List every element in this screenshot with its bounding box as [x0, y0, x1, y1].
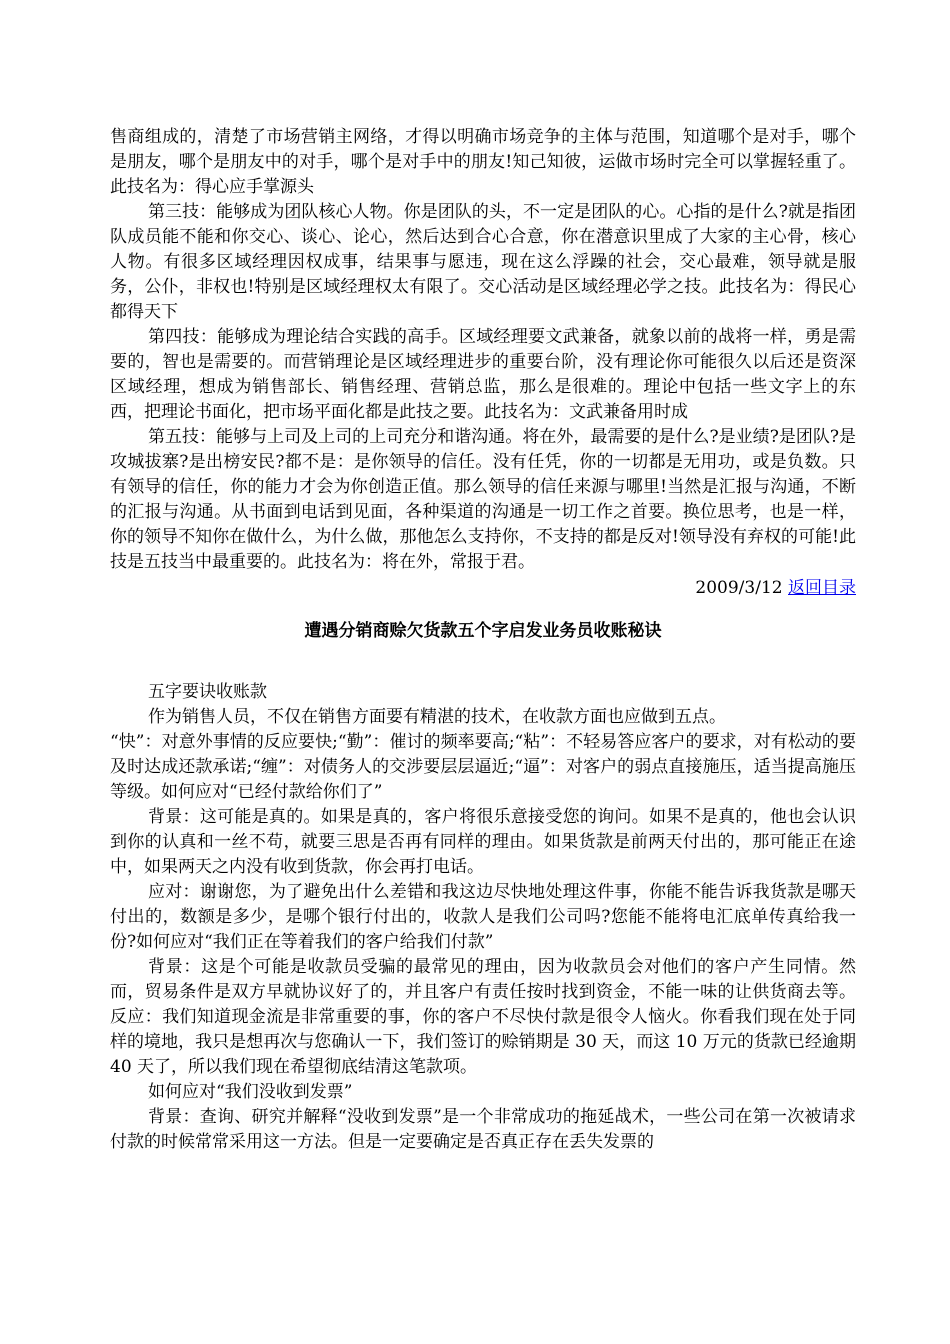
publish-date: 2009/3/12: [695, 578, 783, 598]
article1-paragraph-4: 第五技：能够与上司及上司的上司充分和谐沟通。将在外，最需要的是什么?是业绩?是团队?是攻城拔寨?是出榜安民?都不是：是你领导的信任。没有任凭，你的一切都是无用功，或是负数。只有领导的信任，你的能力才会为你创造正值。那么领导的信任来源与哪里!当然是汇报与沟通，不断的汇报与沟通。从书面到电话到见面，各种渠道的沟通是一切工作之首要。换位思考，也是一样，你的领导不知你在做什么，为什么做，那他怎么支持你，不支持的都是反对!领导没有弃权的可能!此技是五技当中最重要的。此技名为：将在外，常报于君。: [110, 427, 856, 572]
article2-paragraph-7: 背景：查询、研究并解释“没收到发票”是一个非常成功的拖延战术，一些公司在第一次被请求付款的时候常常采用这一方法。但是一定要确定是否真正存在丢失发票的: [110, 1107, 856, 1152]
back-to-contents-link[interactable]: 返回目录: [788, 578, 856, 598]
article1-paragraph-3: 第四技：能够成为理论结合实践的高手。区域经理要文武兼备，就象以前的战将一样，勇是需要的，智也是需要的。而营销理论是区域经理进步的重要台阶，没有理论你可能很久以后还是资深区域经理，想成为销售部长、销售经理、营销总监，那么是很难的。理论中包括一些文字上的东西，把理论书面化，把市场平面化都是此技之要。此技名为：文武兼备用时成: [110, 327, 856, 422]
article2-paragraph-4: 应对：谢谢您，为了避免出什么差错和我这边尽快地处理这件事，你能不能告诉我货款是哪天付出的，数额是多少，是哪个银行付出的，收款人是我们公司吗?您能不能将电汇底单传真给我一份?如何应对“我们正在等着我们的客户给我们付款”: [110, 882, 856, 952]
article1-dateline: [110, 576, 856, 601]
document-page: [110, 125, 856, 1155]
article2-paragraph-5: 背景：这是个可能是收款员受骗的最常见的理由，因为收款员会对他们的客户产生同情。然而，贸易条件是双方早就协议好了的，并且客户有责任按时找到资金，不能一味的让供货商去等。反应：我们知道现金流是非常重要的事，你的客户不尽快付款是很令人恼火。你看我们现在处于同样的境地，我只是想再次与您确认一下，我们签订的赊销期是 30 天，而这 10 万元的货款已经逾期 40 天了，所以我们现在希望彻底结清这笔款项。: [110, 957, 856, 1077]
article2-paragraph-3: 背景：这可能是真的。如果是真的，客户将很乐意接受您的询问。如果不是真的，他也会认识到你的认真和一丝不苟，就要三思是否再有同样的理由。如果货款是前两天付出的，那可能正在途中，如果两天之内没有收到货款，你会再打电话。: [110, 807, 856, 877]
article2-paragraph-6: 如何应对“我们没收到发票”: [148, 1082, 353, 1102]
article1-paragraph-2: 第三技：能够成为团队核心人物。你是团队的头，不一定是团队的心。心指的是什么?就是指团队成员能不能和你交心、谈心、论心，然后达到合心合意，你在潜意识里成了大家的主心骨，核心人物。有很多区域经理因权成事，结果事与愿违，现在这么浮躁的社会，交心最难，领导就是服务，公仆，非权也!特别是区域经理权太有限了。交心活动是区域经理必学之技。此技名为：得民心都得天下: [110, 202, 856, 322]
article2-paragraph-1: 作为销售人员，不仅在销售方面要有精湛的技术，在收款方面也应做到五点。: [148, 707, 726, 727]
article2-title: 遭遇分销商赊欠货款五个字启发业务员收账秘诀: [304, 621, 662, 641]
article1-paragraph-1: 售商组成的，清楚了市场营销主网络，才得以明确市场竞争的主体与范围，知道哪个是对手，哪个是朋友，哪个是朋友中的对手，哪个是对手中的朋友!知己知彼，运做市场时完全可以掌握轻重了。此技名为：得心应手掌源头: [110, 127, 856, 197]
article2-paragraph-2: “快”：对意外事情的反应要快;“勤”：催讨的频率要高;“粘”：不轻易答应客户的要求，对有松动的要及时达成还款承诺;“缠”：对债务人的交涉要层层逼近;“逼”：对客户的弱点直接施压，适当提高施压等级。如何应对“已经付款给你们了”: [110, 732, 856, 802]
article2-section-title: 五字要诀收账款: [148, 682, 267, 702]
